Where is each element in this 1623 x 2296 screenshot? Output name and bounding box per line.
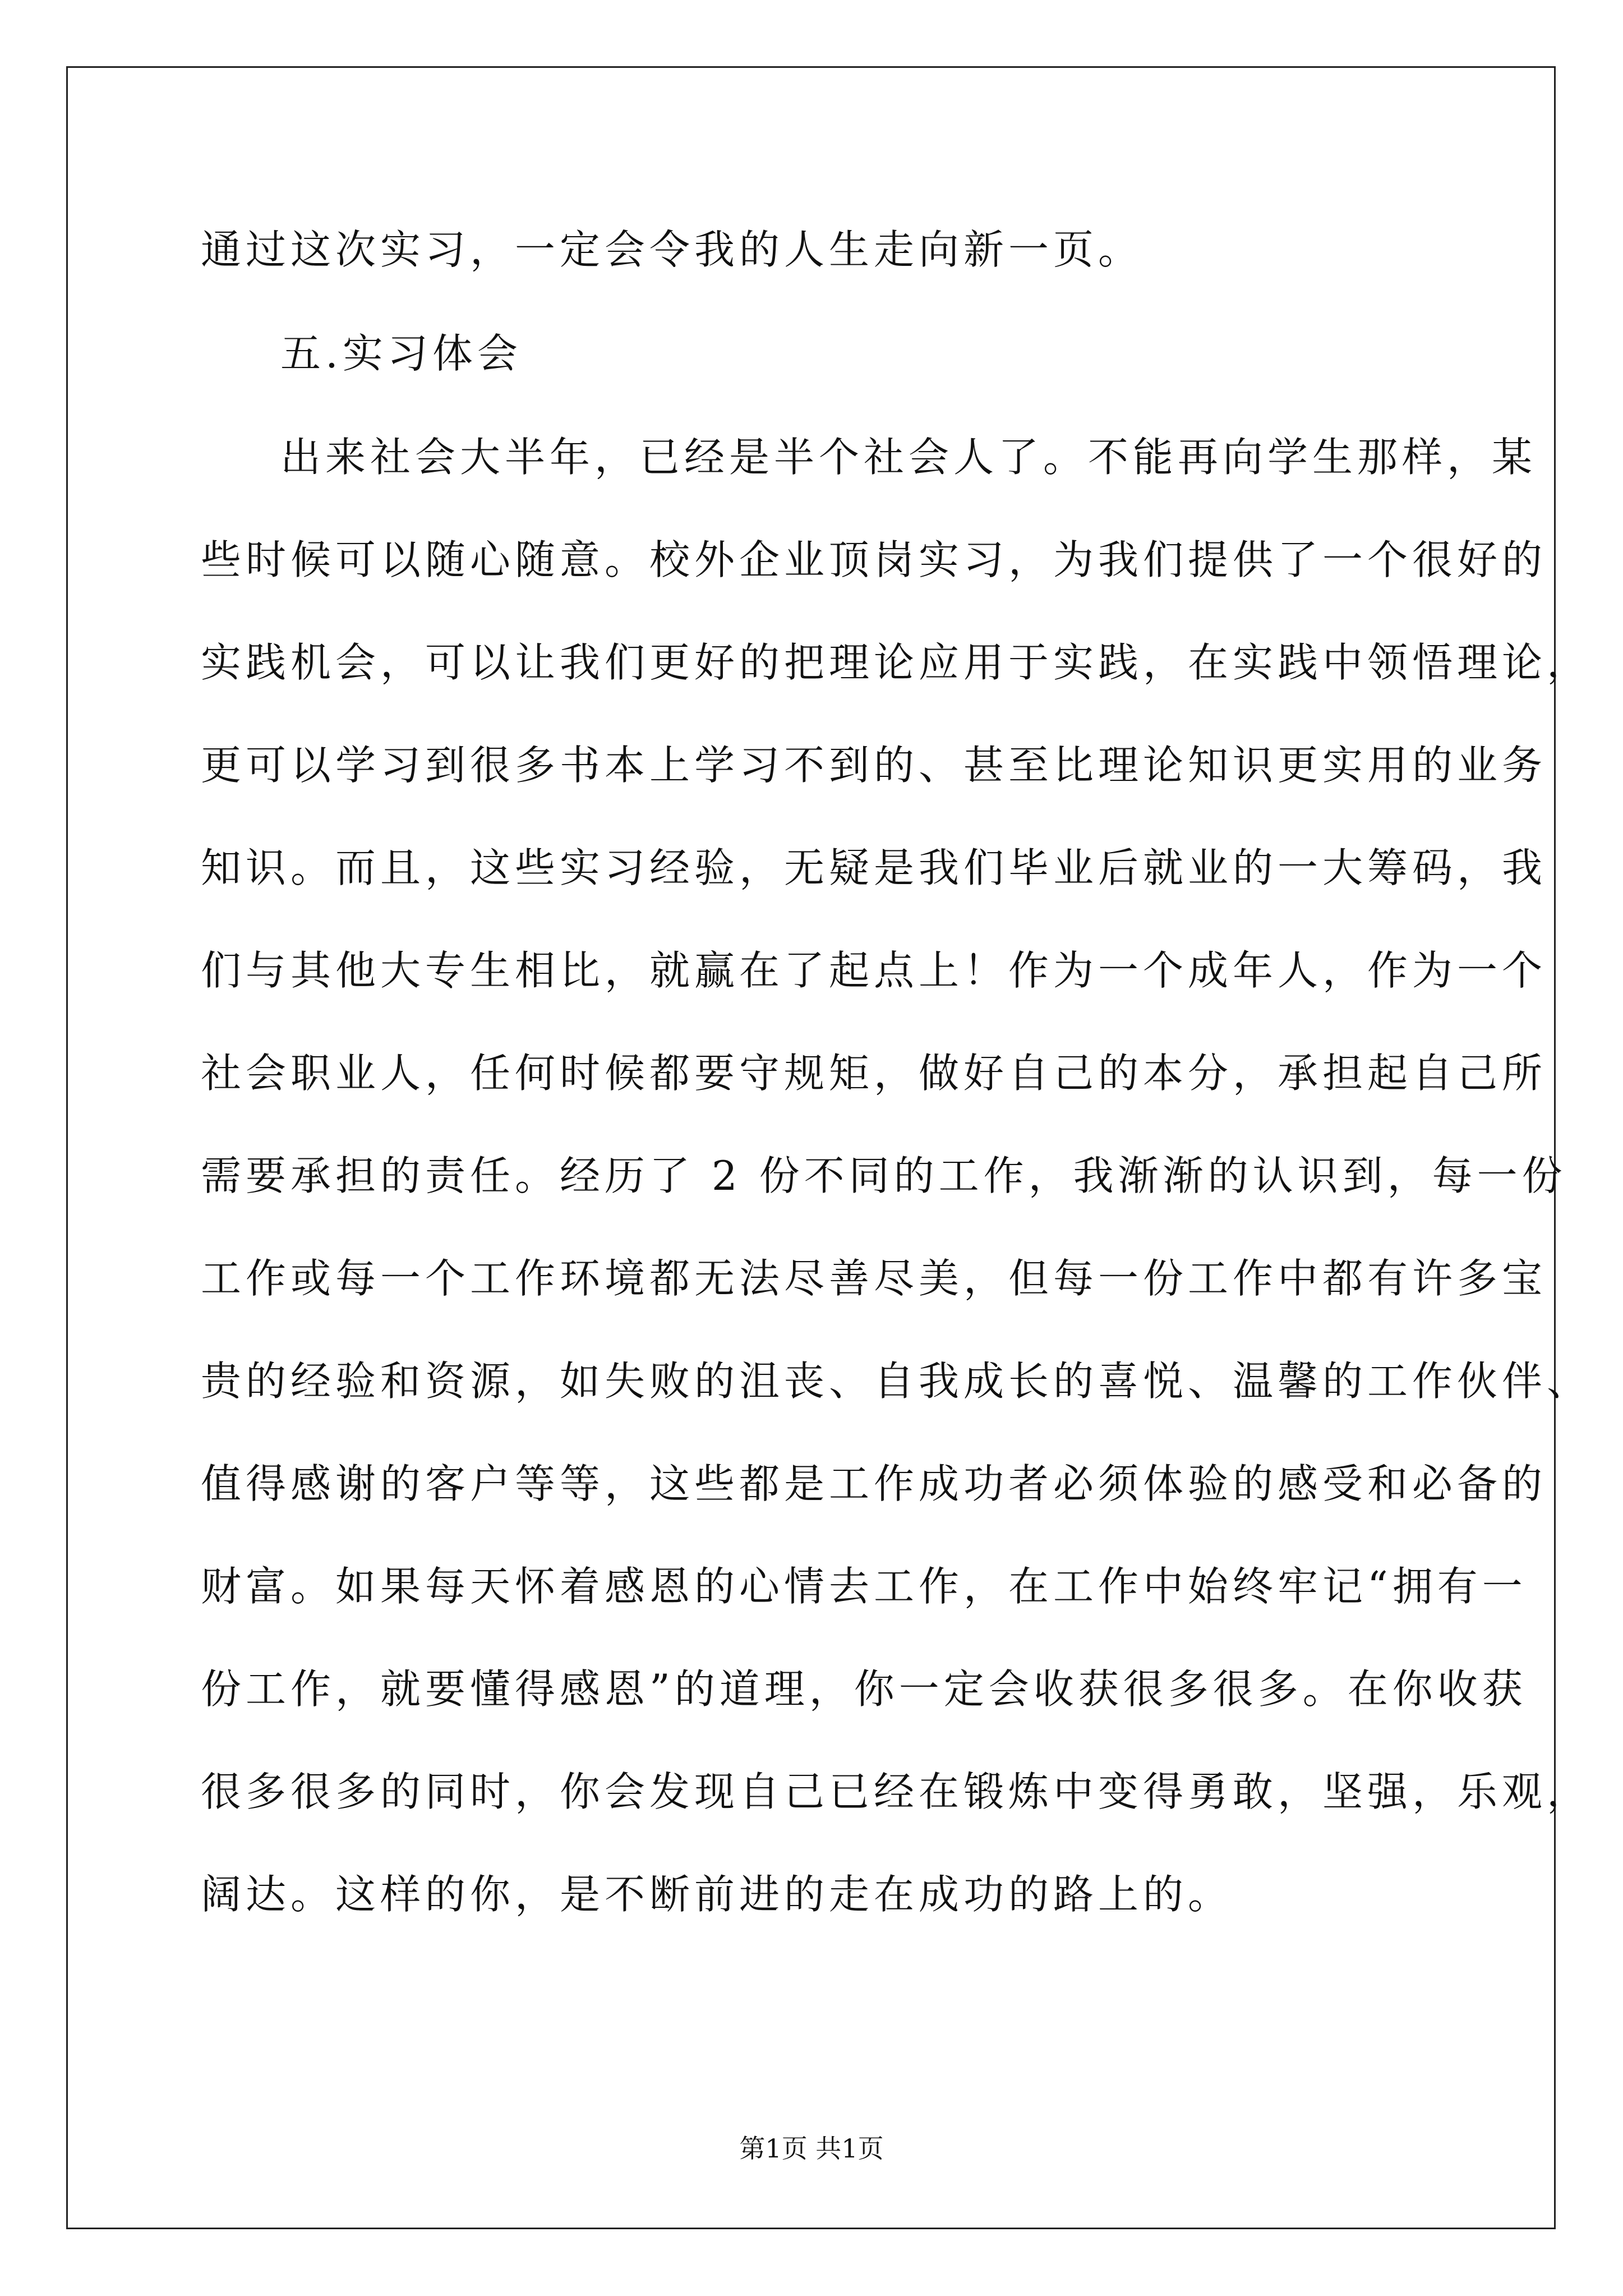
section-heading: 五.实习体会 (280, 330, 522, 377)
paragraph-line: 通过这次实习，一定会令我的人生走向新一页。 (201, 226, 1144, 273)
paragraph-line: 更可以学习到很多书本上学习不到的、甚至比理论知识更实用的业务 (201, 742, 1547, 789)
paragraph-line: 很多很多的同时，你会发现自己已经在锻炼中变得勇敢，坚强，乐观， (201, 1768, 1592, 1815)
paragraph-line: 知识。而且，这些实习经验，无疑是我们毕业后就业的一大筹码，我 (201, 844, 1547, 891)
paragraph-line: 些时候可以随心随意。校外企业顶岗实习，为我们提供了一个很好的 (201, 536, 1547, 583)
paragraph-line: 值得感谢的客户等等，这些都是工作成功者必须体验的感受和必备的 (201, 1460, 1547, 1507)
paragraph-line: 份工作，就要懂得感恩”的道理，你一定会收获很多很多。在你收获 (201, 1665, 1527, 1713)
paragraph-line: 阔达。这样的你，是不断前进的走在成功的路上的。 (201, 1871, 1233, 1918)
paragraph-line: 出来社会大半年，已经是半个社会人了。不能再向学生那样，某 (280, 434, 1537, 481)
paragraph-line: 工作或每一个工作环境都无法尽善尽美，但每一份工作中都有许多宝 (201, 1255, 1547, 1302)
page-footer: 第1页 共1页 (739, 2133, 884, 2164)
paragraph-line: 们与其他大专生相比，就赢在了起点上！作为一个成年人，作为一个 (201, 947, 1547, 994)
paragraph-line: 社会职业人，任何时候都要守规矩，做好自己的本分，承担起自己所 (201, 1050, 1547, 1097)
paragraph-line: 实践机会，可以让我们更好的把理论应用于实践，在实践中领悟理论， (201, 639, 1592, 686)
paragraph-line: 需要承担的责任。经历了 2 份不同的工作，我渐渐的认识到，每一份 (201, 1152, 1567, 1199)
paragraph-line: 财富。如果每天怀着感恩的心情去工作，在工作中始终牢记“拥有一 (201, 1563, 1527, 1610)
paragraph-line: 贵的经验和资源，如失败的沮丧、自我成长的喜悦、温馨的工作伙伴、 (201, 1358, 1592, 1405)
